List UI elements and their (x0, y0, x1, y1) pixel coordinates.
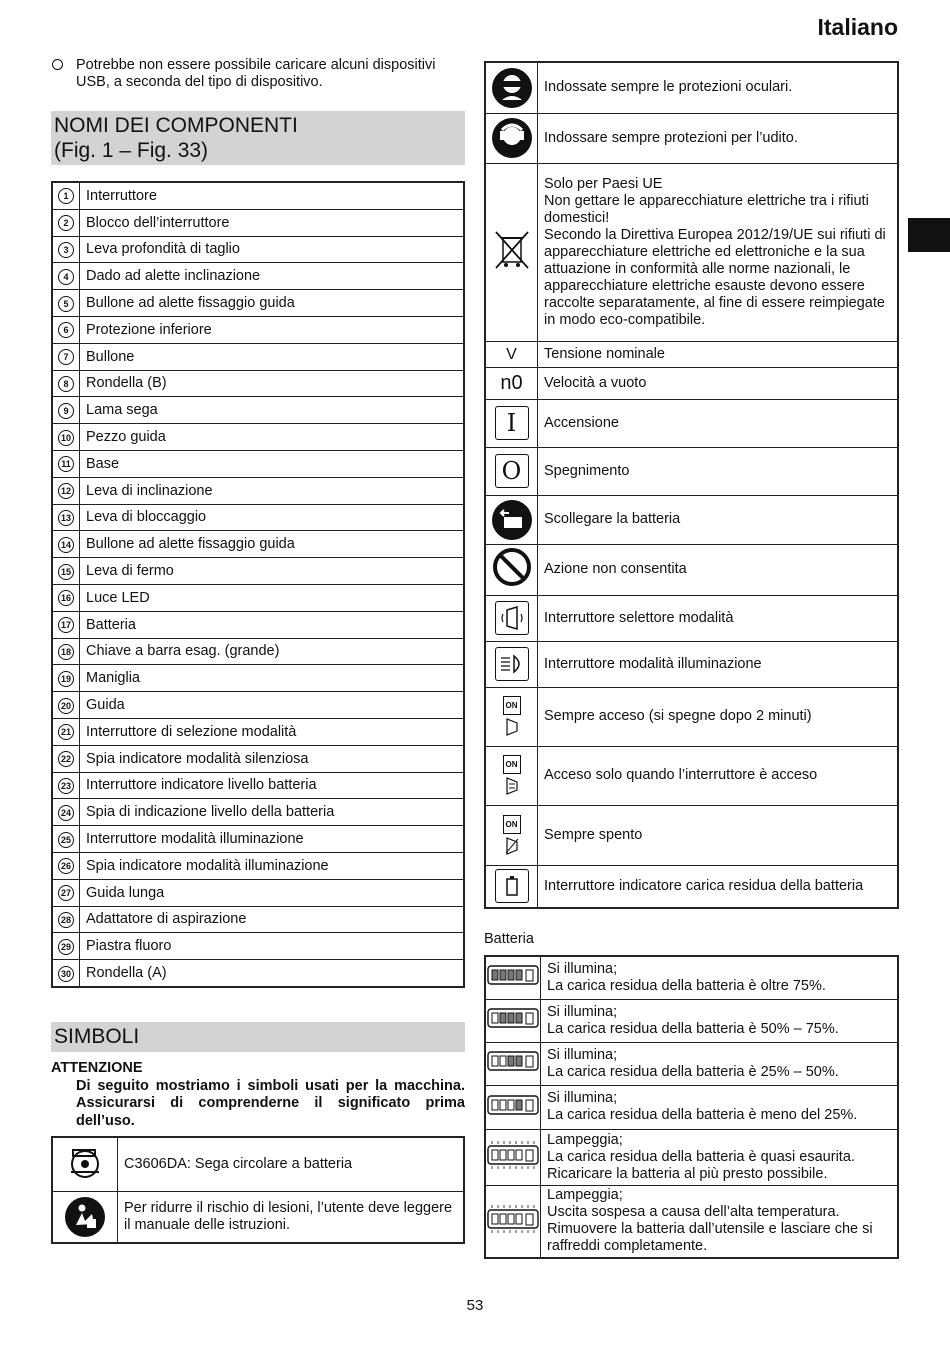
battery-state: Si illumina; (547, 1003, 618, 1020)
battery-state: Si illumina; (547, 1046, 618, 1063)
component-label: Dado ad alette inclinazione (80, 263, 465, 290)
component-row (52, 960, 464, 987)
circular-saw-icon (52, 1137, 118, 1192)
battery-table (484, 955, 899, 1259)
component-row (52, 692, 464, 719)
component-label: Lama sega (80, 397, 465, 424)
symbol-row: Interruttore selettore modalità (485, 595, 898, 641)
component-number: 23 (58, 778, 74, 794)
symbol-row: Interruttore indicatore carica residua della batteria (485, 865, 898, 908)
warning-text: Di seguito mostriamo i simboli usati per la macchina. Assicurarsi di comprenderne il significato prima dell’uso. (76, 1077, 465, 1129)
bullet-circle-icon (52, 59, 63, 70)
component-row (52, 531, 464, 558)
no-load-speed-symbol: n0 (485, 367, 538, 399)
symbols-left-table (51, 1136, 465, 1244)
component-label: Spia indicatore modalità illuminazione (80, 852, 465, 879)
battery-status-row (485, 956, 898, 999)
components-table (51, 181, 465, 988)
component-label: Leva profondità di taglio (80, 236, 465, 263)
symbol-row: Interruttore modalità illuminazione (485, 641, 898, 687)
component-number: 25 (58, 832, 74, 848)
component-number: 24 (58, 805, 74, 821)
components-heading: NOMI DEI COMPONENTI (Fig. 1 – Fig. 33) (51, 111, 465, 165)
battery-description: La carica residua della batteria è oltre 75%. (547, 977, 826, 994)
light-mode-icon (485, 641, 538, 687)
always-on-icon: ON (485, 687, 538, 746)
component-label: Bullone ad alette fissaggio guida (80, 290, 465, 317)
battery-state: Lampeggia; (547, 1187, 623, 1204)
eye-protection-icon (485, 62, 538, 113)
component-label: Interruttore (80, 182, 465, 209)
power-off-icon: O (485, 447, 538, 495)
symbol-row: Azione non consentita (485, 544, 898, 595)
battery-label: Batteria (484, 931, 534, 947)
battery-state: Si illumina; (547, 960, 618, 977)
component-label: Interruttore di selezione modalità (80, 718, 465, 745)
component-label: Maniglia (80, 665, 465, 692)
component-number: 16 (58, 590, 74, 606)
symbol-row: I Accensione (485, 399, 898, 447)
component-row (52, 343, 464, 370)
component-row (52, 263, 464, 290)
battery-description: La carica residua della batteria è 25% – 50%. (547, 1063, 839, 1080)
component-number: 3 (58, 242, 74, 258)
battery-blinking-icon (485, 1129, 541, 1185)
battery-level-icon (485, 1085, 541, 1129)
on-with-switch-icon: ON (485, 746, 538, 805)
battery-blinking-icon (485, 1185, 541, 1258)
component-label: Adattatore di aspirazione (80, 906, 465, 933)
component-label: Bullone (80, 343, 465, 370)
component-row (52, 424, 464, 451)
component-label: Guida (80, 692, 465, 719)
component-row (52, 450, 464, 477)
prohibited-icon (485, 544, 538, 595)
component-label: Blocco dell’interruttore (80, 209, 465, 236)
component-label: Chiave a barra esag. (grande) (80, 638, 465, 665)
battery-indicator-switch-icon (485, 865, 538, 908)
component-number: 17 (58, 617, 74, 633)
battery-status-row (485, 1185, 898, 1258)
battery-status-row (485, 1129, 898, 1185)
read-manual-icon (52, 1192, 118, 1243)
component-number: 21 (58, 724, 74, 740)
component-number: 1 (58, 188, 74, 204)
component-number: 6 (58, 322, 74, 338)
component-row (52, 504, 464, 531)
ear-protection-icon (485, 113, 538, 163)
component-row (52, 879, 464, 906)
component-row (52, 611, 464, 638)
component-row (52, 370, 464, 397)
component-number: 27 (58, 885, 74, 901)
component-number: 28 (58, 912, 74, 928)
battery-level-icon (485, 999, 541, 1042)
symbol-row: ON Sempre spento (485, 805, 898, 865)
component-row (52, 665, 464, 692)
symbol-row: Per ridurre il rischio di lesioni, l’utente deve leggere il manuale delle istruzioni. (52, 1192, 464, 1243)
component-number: 26 (58, 858, 74, 874)
component-number: 18 (58, 644, 74, 660)
component-row (52, 584, 464, 611)
battery-state: Lampeggia; (547, 1131, 623, 1148)
component-row (52, 209, 464, 236)
symbol-row: n0 Velocità a vuoto (485, 367, 898, 399)
component-row (52, 826, 464, 853)
component-row (52, 558, 464, 585)
component-row (52, 236, 464, 263)
component-number: 5 (58, 296, 74, 312)
mode-selector-icon (485, 595, 538, 641)
battery-description: Uscita sospesa a causa dell’alta temperatura. Rimuovere la batteria dall’utensile e lasciare che si raffreddi completamente. (547, 1204, 873, 1255)
symbol-row: ON Acceso solo quando l’interruttore è acceso (485, 746, 898, 805)
intro-note: Potrebbe non essere possibile caricare alcuni dispositivi USB, a seconda del tipo di dispositivo. (52, 57, 467, 91)
section-tab-marker (908, 218, 950, 252)
component-number: 2 (58, 215, 74, 231)
component-label: Guida lunga (80, 879, 465, 906)
component-label: Spia di indicazione livello della batteria (80, 799, 465, 826)
battery-state: Si illumina; (547, 1090, 618, 1106)
battery-level-icon (485, 956, 541, 999)
symbol-row: V Tensione nominale (485, 341, 898, 367)
component-row (52, 933, 464, 960)
component-row (52, 852, 464, 879)
component-label: Piastra fluoro (80, 933, 465, 960)
battery-description: La carica residua della batteria è 50% – 75%. (547, 1020, 839, 1037)
component-number: 19 (58, 671, 74, 687)
always-off-icon: ON (485, 805, 538, 865)
component-label: Base (80, 450, 465, 477)
component-number: 20 (58, 698, 74, 714)
component-row (52, 772, 464, 799)
page-number: 53 (466, 1297, 484, 1314)
battery-level-icon (485, 1042, 541, 1085)
component-row (52, 799, 464, 826)
symbol-row: Indossate sempre le protezioni oculari. (485, 62, 898, 113)
component-number: 15 (58, 564, 74, 580)
weee-bin-icon (485, 163, 538, 341)
component-number: 8 (58, 376, 74, 392)
component-label: Leva di bloccaggio (80, 504, 465, 531)
component-label: Interruttore modalità illuminazione (80, 826, 465, 853)
symbol-row: Indossare sempre protezioni per l’udito. (485, 113, 898, 163)
component-number: 29 (58, 939, 74, 955)
battery-status-row (485, 1042, 898, 1085)
warning-block (51, 1060, 465, 1130)
component-number: 14 (58, 537, 74, 553)
battery-description: La carica residua della batteria è quasi esaurita. Ricaricare la batteria al più presto possibile. (547, 1148, 855, 1182)
symbol-row: Solo per Paesi UE Non gettare le apparecchiature elettriche tra i rifiuti domestici! Secondo la Direttiva Europea 2012/19/UE sui rifiuti di apparecchiature elettriche ed elettroniche e la sua attuazione in conformità alle norme nazionali, le apparecchiature elettriche esauste devono essere raccolte separatamente, al fine di essere reimpiegate in modo eco-compatibile. (485, 163, 898, 341)
battery-description: La carica residua della batteria è meno del 25%. (547, 1107, 858, 1123)
component-label: Bullone ad alette fissaggio guida (80, 531, 465, 558)
component-row (52, 906, 464, 933)
component-number: 11 (58, 456, 74, 472)
component-number: 13 (58, 510, 74, 526)
component-label: Pezzo guida (80, 424, 465, 451)
disconnect-battery-icon (485, 495, 538, 544)
component-number: 7 (58, 349, 74, 365)
symbol-row: Scollegare la batteria (485, 495, 898, 544)
language-label: Italiano (817, 14, 898, 40)
component-label: Spia indicatore modalità silenziosa (80, 745, 465, 772)
voltage-symbol: V (485, 341, 538, 367)
component-row (52, 316, 464, 343)
power-on-icon: I (485, 399, 538, 447)
component-label: Rondella (A) (80, 960, 465, 987)
component-row (52, 745, 464, 772)
symbols-heading: SIMBOLI (51, 1022, 465, 1052)
component-row (52, 638, 464, 665)
component-label: Rondella (B) (80, 370, 465, 397)
component-number: 22 (58, 751, 74, 767)
component-number: 12 (58, 483, 74, 499)
component-label: Leva di inclinazione (80, 477, 465, 504)
component-label: Leva di fermo (80, 558, 465, 585)
component-row (52, 477, 464, 504)
component-row (52, 290, 464, 317)
component-label: Batteria (80, 611, 465, 638)
battery-status-row (485, 1085, 898, 1129)
symbol-row: O Spegnimento (485, 447, 898, 495)
component-label: Interruttore indicatore livello batteria (80, 772, 465, 799)
component-number: 10 (58, 430, 74, 446)
component-number: 30 (58, 966, 74, 982)
battery-status-row (485, 999, 898, 1042)
component-label: Luce LED (80, 584, 465, 611)
component-row (52, 182, 464, 209)
symbol-row: C3606DA: Sega circolare a batteria (52, 1137, 464, 1192)
symbol-row: ON Sempre acceso (si spegne dopo 2 minuti) (485, 687, 898, 746)
component-label: Protezione inferiore (80, 316, 465, 343)
component-number: 4 (58, 269, 74, 285)
symbols-right-table (484, 61, 899, 909)
warning-label: ATTENZIONE (51, 1060, 143, 1076)
component-row (52, 397, 464, 424)
component-row (52, 718, 464, 745)
component-number: 9 (58, 403, 74, 419)
